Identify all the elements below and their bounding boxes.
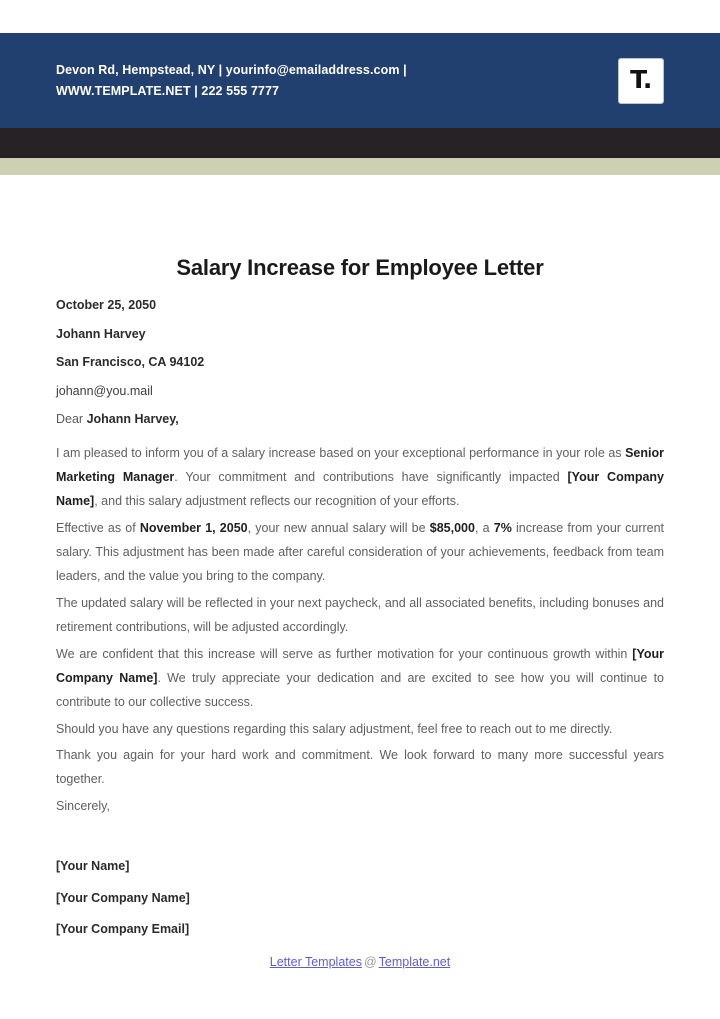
p1-job-title: Senior Marketing Manager — [56, 445, 664, 484]
letterhead — [0, 33, 720, 175]
p1-text-c: , and this salary adjustment reflects our recognition of your efforts. — [94, 494, 460, 509]
p2-increase-percent: 7% — [493, 520, 512, 535]
p1-text-a: I am pleased to inform you of a salary increase based on your exceptional performance in your role as — [56, 445, 626, 460]
paragraph-4 — [56, 642, 664, 715]
contact-line-address-email: Devon Rd, Hempstead, NY | yourinfo@emailaddress.com | — [56, 63, 407, 78]
signature-email: [Your Company Email] — [56, 922, 190, 937]
p2-text-a: Effective as of — [56, 520, 140, 535]
footer-link-letter-templates[interactable]: Letter Templates — [269, 954, 362, 969]
page-title: Salary Increase for Employee Letter — [176, 255, 544, 280]
paragraph-2 — [56, 516, 664, 589]
signature-block — [56, 860, 664, 936]
p2-text-b: , your new annual salary will be — [247, 520, 430, 535]
paragraph-5: Should you have any questions regarding this salary adjustment, feel free to reach out to me directly. — [56, 721, 613, 736]
salutation-prefix: Dear — [56, 412, 84, 426]
company-logo — [618, 58, 664, 104]
p4-text-a: We are confident that this increase will serve as further motivation for your continuous growth within — [56, 646, 633, 661]
paragraph-1 — [56, 441, 664, 514]
letter-date: October 25, 2050 — [56, 298, 157, 312]
p1-company-placeholder: [Your Company Name] — [56, 469, 664, 509]
letterhead-navy-band — [0, 33, 720, 128]
recipient-address: San Francisco, CA 94102 — [56, 355, 205, 369]
letterhead-charcoal-band — [0, 128, 720, 158]
signature-company: [Your Company Name] — [56, 890, 190, 905]
recipient-name: Johann Harvey — [56, 326, 146, 341]
p2-new-salary: $85,000 — [429, 520, 475, 535]
salutation-name: Johann Harvey, — [86, 412, 179, 426]
footer-link-template-net[interactable]: Template.net — [378, 954, 451, 969]
footer-attribution — [56, 955, 664, 969]
signature-name: [Your Name] — [56, 859, 130, 874]
contact-info-block — [56, 60, 407, 101]
paragraph-6: Thank you again for your hard work and commitment. We look forward to many more successful years together. — [56, 748, 664, 787]
p2-text-d: increase from your current salary. This adjustment has been made after careful consideration of your achievements, feedback from team leaders, and the value you bring to the company. — [56, 520, 665, 584]
p2-text-c: , a — [474, 520, 494, 535]
p4-text-b: . We truly appreciate your dedication and are excited to see how you will continue to contribute to our collective success. — [56, 670, 664, 710]
letterhead-khaki-band — [0, 158, 720, 175]
p2-effective-date: November 1, 2050 — [139, 520, 248, 535]
contact-line-website-phone: WWW.TEMPLATE.NET | 222 555 7777 — [56, 83, 280, 98]
salutation — [56, 413, 664, 426]
p1-text-b: . Your commitment and contributions have significantly impacted — [174, 469, 568, 484]
paragraph-closing: Sincerely, — [56, 798, 110, 813]
paragraph-3: The updated salary will be reflected in your next paycheck, and all associated benefits, including bonuses and retirement contributions, will be adjusted accordingly. — [56, 595, 664, 635]
p4-company-placeholder: [Your Company Name] — [56, 646, 664, 685]
logo-letter-t-icon: T. — [630, 65, 652, 94]
recipient-email: johann@you.mail — [56, 383, 153, 398]
footer-separator: @ — [363, 954, 377, 969]
letter-body — [0, 255, 720, 969]
